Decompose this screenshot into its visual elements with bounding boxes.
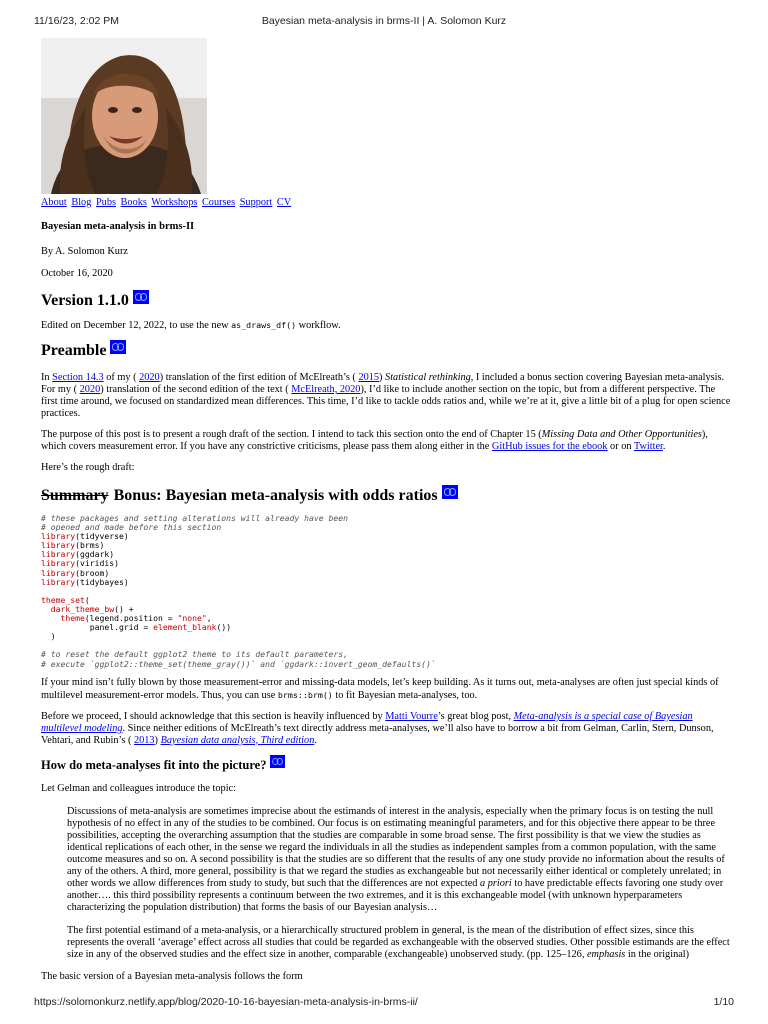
nav-workshops-link[interactable]: Workshops	[151, 197, 198, 208]
mcelreath-2020-link[interactable]: McElreath, 2020	[291, 384, 361, 395]
code-comment: # execute `ggplot2::theme_set(theme_gray())` and `ggdark::invert_geom_defaults()`	[41, 658, 436, 669]
bonus-heading	[41, 486, 731, 506]
print-page-number: 1/10	[713, 996, 734, 1008]
citation-2020-link[interactable]: 2020	[139, 372, 160, 383]
text: or on	[607, 441, 634, 452]
link-icon	[112, 343, 124, 351]
preamble-paragraph-2	[41, 429, 731, 453]
code-text: (brms)	[75, 540, 105, 551]
code-keyword: library	[41, 567, 76, 578]
text: , I included a bonus section covering Bayesian meta-analysis. For my (	[41, 372, 725, 395]
post-date: October 16, 2020	[41, 268, 113, 279]
citation-2020-link-2[interactable]: 2020	[79, 384, 101, 395]
version-heading-text: Version 1.1.0	[41, 292, 129, 309]
version-anchor-link[interactable]	[133, 290, 149, 304]
version-heading	[41, 291, 731, 311]
citation-2015-link[interactable]: 2015	[358, 372, 380, 383]
code-string: "none"	[177, 613, 207, 624]
code-text: (ggdark)	[75, 549, 115, 560]
code-comment: # these packages and setting alterations will already have been	[41, 513, 348, 523]
code-text: )	[50, 631, 56, 642]
print-header	[34, 15, 734, 29]
text: )	[154, 734, 161, 746]
code-text: (broom)	[75, 567, 110, 578]
text: ), which covers measurement error. If you have any constrictive criticisms, please pass them along either in the	[41, 429, 708, 452]
bonus-heading-struck: Summary	[41, 487, 109, 504]
text: ’s great blog post,	[437, 710, 514, 722]
text: to fit Bayesian meta-analyses, too.	[332, 689, 478, 701]
edited-note	[41, 319, 731, 332]
code-text: () +	[114, 603, 134, 614]
code-block	[41, 514, 731, 669]
text: in the original)	[625, 948, 690, 960]
post-title: Bayesian meta-analysis in brms-II	[41, 221, 195, 232]
book-title: Statistical rethinking	[385, 372, 471, 383]
code-keyword: element_blank	[153, 622, 217, 633]
text: . Since neither editions of McElreath’s text directly address meta-analyses, we’ll also have to borrow a bit from Gelman, Carlin, Stern, Dunson, Vehtari, and Rubin’s (	[41, 722, 714, 746]
code-text: (legend.position =	[84, 613, 178, 624]
edited-text-1: Edited on December 12, 2022, to use the new	[41, 320, 232, 331]
link-icon	[444, 488, 456, 496]
code-keyword: theme	[60, 613, 85, 624]
code-keyword: library	[41, 540, 76, 551]
twitter-link[interactable]: Twitter	[633, 441, 663, 452]
bonus-heading-text: Bonus: Bayesian meta-analysis with odds ratios	[113, 487, 438, 504]
how-intro: Let Gelman and colleagues introduce the topic:	[41, 782, 236, 794]
how-anchor-link[interactable]	[270, 755, 285, 768]
bda3-title: Bayesian data analysis, Third edition	[160, 734, 315, 746]
nav-courses-link[interactable]: Courses	[201, 197, 236, 208]
text: ) translation of the first edition of McElreath’s (	[159, 372, 359, 383]
print-url: https://solomonkurz.netlify.app/blog/2020-10-16-bayesian-meta-analysis-in-brms-ii/	[34, 996, 418, 1008]
preamble-anchor-link[interactable]	[110, 340, 126, 354]
bonus-paragraph-2	[41, 711, 731, 747]
code-text: ())	[216, 622, 232, 633]
text: .	[662, 441, 666, 452]
post-byline: By A. Solomon Kurz	[41, 246, 128, 257]
gelman-quote	[67, 806, 731, 961]
text: of my (	[103, 372, 140, 383]
blog-post-title: Meta-analysis is a special case of Bayesian multilevel modeling	[41, 710, 693, 734]
print-footer	[34, 996, 734, 1010]
text: ), I’d like to include another section on the topic, but from a different perspective. The first time around, we focused on standardized mean differences. This time, I’d like to tackle odds ratios and, while we’re at it, give a little bit of a plug for open science practices.	[41, 384, 731, 419]
nav-books-link[interactable]: Books	[120, 197, 147, 208]
nav-blog-link[interactable]: Blog	[71, 197, 92, 208]
code-keyword: library	[41, 531, 76, 542]
preamble-heading-text: Preamble	[41, 342, 107, 359]
preamble-paragraph-1	[41, 372, 731, 420]
code-comment: # to reset the default ggplot2 theme to its default parameters,	[41, 649, 348, 660]
code-text: (viridis)	[75, 558, 119, 569]
author-avatar	[41, 38, 207, 194]
text: If your mind isn’t fully blown by those measurement-error and missing-data models, let’s keep building. As it turns out, meta-analyses are often just special kinds of multilevel measurement-error models. Thus, you can use	[41, 676, 719, 701]
emphasis: emphasis	[586, 948, 626, 960]
code-keyword: dark_theme_bw	[50, 603, 115, 614]
quote-paragraph-1	[67, 806, 731, 914]
link-icon	[272, 758, 283, 765]
code-keyword: library	[41, 549, 76, 560]
code-text: (tidyverse)	[75, 531, 129, 542]
link-icon	[135, 293, 147, 301]
how-paragraph-final: The basic version of a Bayesian meta-analysis follows the form	[41, 970, 303, 982]
site-nav	[41, 197, 731, 209]
preamble-heading	[41, 341, 731, 361]
code-keyword: library	[41, 558, 76, 569]
code-keyword: library	[41, 576, 76, 587]
text: Discussions of meta-analysis are sometimes imprecise about the estimands of interest in the analysis, especially when the primary focus is on testing the null hypothesis of no effect in any of the studies to be combined. Our focus is on estimating meaningful parameters, and for this objective there appear to be three possibilities, accepting the overarching assumption that the studies are comparable in some broad sense. The first possibility is that we view the studies as identical replications of each other, in the sense we regard the individuals in all the studies as independent samples from a common population, with the same outcome measures and so on. A second possibility is that the studies are so different that the results of any one study provide no information about the results of any of the others. A third, more general, possibility is that we regard the studies as exchangeable but not necessarily either identical or completely unrelated; in other words we allow differences from study to study, but such that the differences are not expected	[67, 805, 725, 889]
text: to have predictable effects favoring one study over another…. this third possibility represents a continuum between the two extremes, and it is this exchangeable model (with unknown hyperparameters characterizing the population distribution) that forms the basis of our Bayesian analysis…	[67, 877, 724, 913]
section-14-3-link[interactable]: Section 14.3	[52, 372, 104, 383]
nav-about-link[interactable]: About	[41, 197, 67, 208]
page-content	[41, 38, 731, 983]
print-page-title: Bayesian meta-analysis in brms-II | A. Solomon Kurz	[261, 15, 507, 27]
code-comment: # opened and made before this section	[41, 522, 222, 533]
matti-vourre-link[interactable]: Matti Vourre	[385, 710, 438, 722]
nav-pubs-link[interactable]: Pubs	[95, 197, 116, 208]
inline-code: brms::brm()	[277, 689, 333, 700]
quote-paragraph-2	[67, 925, 731, 961]
how-heading-text: How do meta-analyses fit into the picture?	[41, 757, 267, 772]
code-text: ,	[206, 613, 212, 624]
nav-cv-link[interactable]: CV	[276, 197, 292, 208]
text: )	[379, 372, 386, 383]
print-timestamp: 11/16/23, 2:02 PM	[34, 15, 120, 27]
text: The first potential estimand of a meta-analysis, or a hierarchically structured problem in general, is the mean of the distribution of effect sizes, since this represents the overall ‘average’ effect across all studies that could be regarded as exchangeable with the observed studies. Other possible estimands are the effect size in any of the observed studies and the effect size in another, comparable (exchangeable) unobserved study. (pp. 125–126,	[67, 924, 730, 960]
chapter-title: Missing Data and Other Opportunities	[541, 429, 702, 440]
text: Before we proceed, I should acknowledge that this section is heavily influenced by	[41, 710, 386, 722]
bonus-anchor-link[interactable]	[442, 485, 458, 499]
github-issues-link[interactable]: GitHub issues for the ebook	[491, 441, 608, 452]
nav-support-link[interactable]: Support	[239, 197, 273, 208]
preamble-paragraph-3: Here’s the rough draft:	[41, 462, 135, 473]
code-text: (tidybayes)	[75, 576, 129, 587]
text: The purpose of this post is to present a rough draft of the section. I intend to tack this section onto the end of Chapter 15 (	[41, 429, 542, 440]
code-text: panel.grid =	[89, 622, 154, 633]
bda3-link[interactable]	[161, 735, 315, 746]
text: In	[41, 372, 53, 383]
bonus-paragraph-1	[41, 677, 731, 702]
how-heading	[41, 757, 731, 773]
code-text: (	[84, 594, 90, 605]
code-keyword: theme_set	[41, 594, 85, 605]
edited-code: as_draws_df()	[231, 320, 297, 330]
citation-2013-link[interactable]: 2013	[133, 734, 155, 746]
edited-text-2: workflow.	[296, 320, 341, 331]
emphasis: a priori	[480, 877, 512, 889]
text: .	[314, 734, 317, 746]
text: ) translation of the second edition of the text (	[100, 384, 292, 395]
